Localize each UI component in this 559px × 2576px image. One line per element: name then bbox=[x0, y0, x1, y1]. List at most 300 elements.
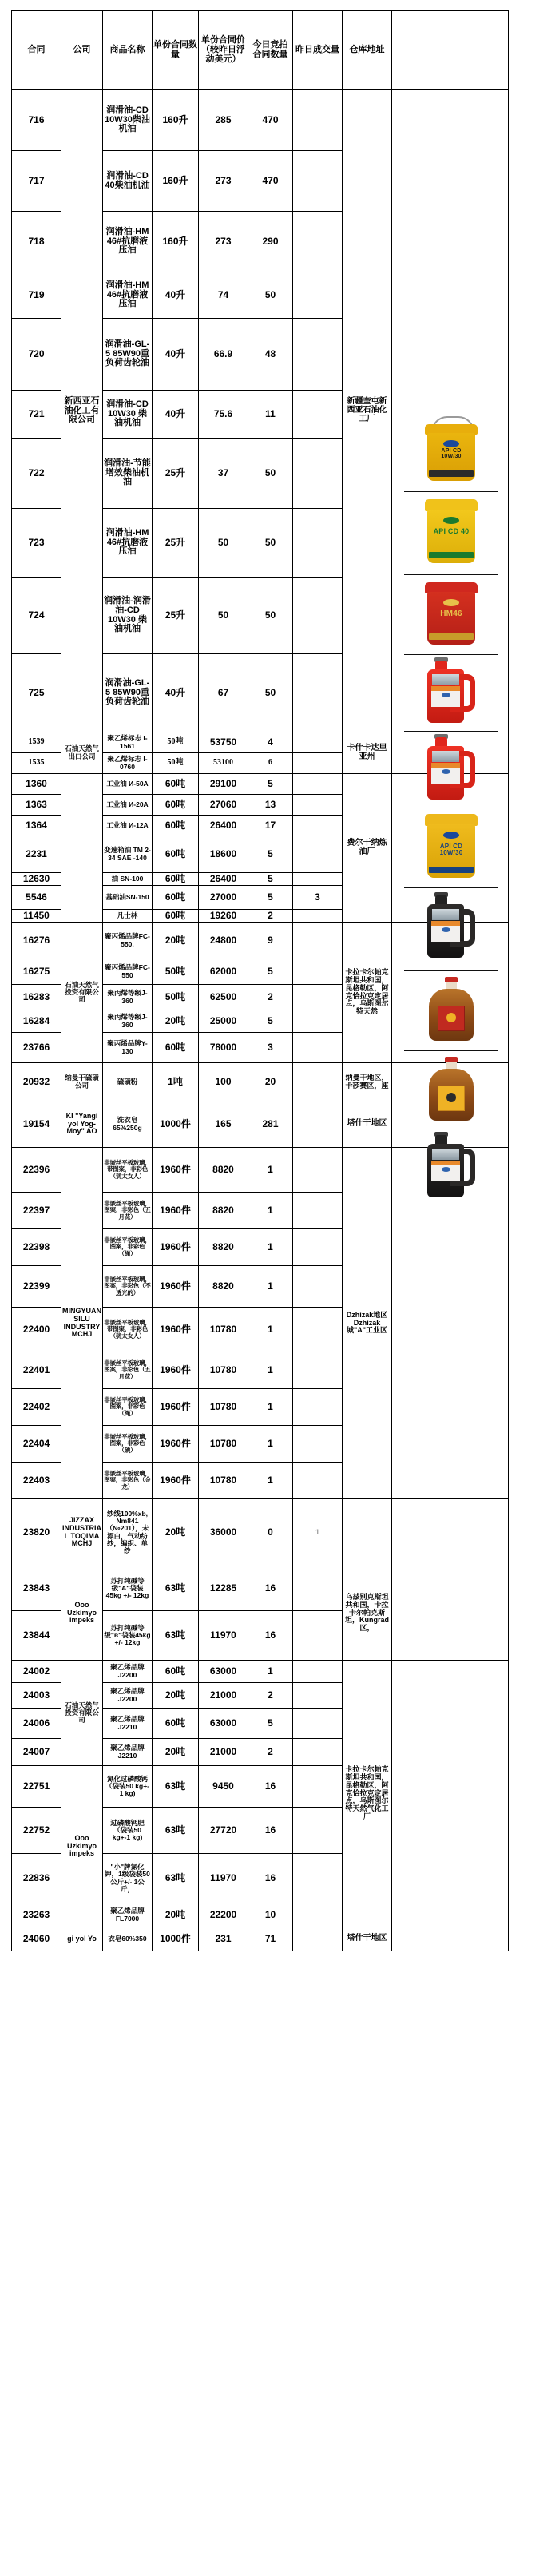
cell-today-qty: 1 bbox=[248, 1352, 293, 1389]
cell-quantity: 60吨 bbox=[153, 795, 199, 816]
cell-quantity: 20吨 bbox=[153, 923, 199, 959]
cell-company: 纳曼干硫磺公司 bbox=[61, 1063, 103, 1101]
cell-product: 润滑油-CD 10W30柴油机油 bbox=[103, 90, 153, 151]
cell-price: 75.6 bbox=[199, 391, 248, 439]
cell-quantity: 40升 bbox=[153, 319, 199, 391]
cell-price: 9450 bbox=[199, 1766, 248, 1808]
cell-yesterday bbox=[293, 391, 343, 439]
cell-today-qty: 71 bbox=[248, 1927, 293, 1951]
cell-quantity: 63吨 bbox=[153, 1766, 199, 1808]
cell-product: 工业油 И-50А bbox=[103, 774, 153, 795]
cell-contract: 720 bbox=[12, 319, 61, 391]
cell-product: 润滑油-CD 40柴油机油 bbox=[103, 151, 153, 212]
cell-contract: 20932 bbox=[12, 1063, 61, 1101]
cell-warehouse: 卡拉卡尔帕克斯坦共和国，昆格勒区，阿克恰拉克定居点，乌斯图尔特天然气化工厂 bbox=[343, 1661, 392, 1927]
table-row[interactable] bbox=[12, 1566, 509, 1611]
cell-contract: 1363 bbox=[12, 795, 61, 816]
cell-today-qty: 50 bbox=[248, 439, 293, 509]
cell-quantity: 1000件 bbox=[153, 1101, 199, 1148]
cell-price: 11970 bbox=[199, 1854, 248, 1903]
cell-product: 润滑油-CD 10W30 柴油机油 bbox=[103, 391, 153, 439]
cell-product: 聚丙烯品牌FC-550 bbox=[103, 959, 153, 985]
cell-today-qty: 50 bbox=[248, 654, 293, 732]
cell-quantity: 60吨 bbox=[153, 1033, 199, 1063]
cell-product: 非嵌丝平板玻璃，图案，非彩色（五月花） bbox=[103, 1352, 153, 1389]
cell-yesterday bbox=[293, 873, 343, 886]
cell-image-empty bbox=[392, 1927, 509, 1951]
cell-quantity: 1960件 bbox=[153, 1352, 199, 1389]
cell-today-qty: 2 bbox=[248, 1739, 293, 1766]
cell-yesterday bbox=[293, 212, 343, 272]
cell-quantity: 1000件 bbox=[153, 1927, 199, 1951]
cell-contract: 11450 bbox=[12, 910, 61, 923]
cell-today-qty: 11 bbox=[248, 391, 293, 439]
cell-yesterday bbox=[293, 1661, 343, 1683]
cell-product: 油 SN-100 bbox=[103, 873, 153, 886]
cell-contract: 716 bbox=[12, 90, 61, 151]
cell-contract: 1539 bbox=[12, 732, 61, 753]
cell-warehouse: 纳曼干地区，卡莎赛区，座 bbox=[343, 1063, 392, 1101]
cell-price: 74 bbox=[199, 272, 248, 319]
cell-today-qty: 5 bbox=[248, 1010, 293, 1033]
cell-quantity: 25升 bbox=[153, 509, 199, 578]
cell-price: 66.9 bbox=[199, 319, 248, 391]
cell-quantity: 1吨 bbox=[153, 1063, 199, 1101]
cell-today-qty: 290 bbox=[248, 212, 293, 272]
cell-today-qty: 2 bbox=[248, 1683, 293, 1709]
cell-contract: 12630 bbox=[12, 873, 61, 886]
cell-warehouse: 卡拉卡尔帕克斯坦共和国，昆格勒区，阿克恰拉克定居点，乌斯图尔特天然 bbox=[343, 923, 392, 1063]
cell-price: 21000 bbox=[199, 1683, 248, 1709]
cell-quantity: 1960件 bbox=[153, 1426, 199, 1463]
cell-contract: 22401 bbox=[12, 1352, 61, 1389]
cell-product: 聚乙烯品牌J2200 bbox=[103, 1683, 153, 1709]
jug-black-gear-oil-icon bbox=[427, 1135, 475, 1201]
cell-price: 37 bbox=[199, 439, 248, 509]
cell-price: 231 bbox=[199, 1927, 248, 1951]
cell-quantity: 160升 bbox=[153, 151, 199, 212]
cell-quantity: 50吨 bbox=[153, 753, 199, 774]
cell-product: 润滑油-GL-5 85W90重负荷齿轮油 bbox=[103, 654, 153, 732]
column-header-yesterday: 昨日成交量 bbox=[293, 11, 343, 90]
cell-price: 50 bbox=[199, 578, 248, 654]
cell-product: 基础油SN-150 bbox=[103, 886, 153, 910]
cell-today-qty: 48 bbox=[248, 319, 293, 391]
cell-contract: 24060 bbox=[12, 1927, 61, 1951]
table-row[interactable] bbox=[12, 1927, 509, 1951]
column-header-warehouse: 仓库地址 bbox=[343, 11, 392, 90]
table-row[interactable] bbox=[12, 1499, 509, 1566]
cell-yesterday bbox=[293, 654, 343, 732]
carboy-amber-hm46-icon bbox=[429, 977, 474, 1041]
cell-contract: 22400 bbox=[12, 1308, 61, 1352]
cell-today-qty: 470 bbox=[248, 90, 293, 151]
cell-product: 洗衣皂65%250g bbox=[103, 1101, 153, 1148]
cell-yesterday bbox=[293, 1308, 343, 1352]
cell-today-qty: 5 bbox=[248, 774, 293, 795]
cell-today-qty: 470 bbox=[248, 151, 293, 212]
cell-product: 非嵌丝平板玻璃，图案，非彩色（五月花） bbox=[103, 1193, 153, 1229]
cell-product: 凡士林 bbox=[103, 910, 153, 923]
cell-price: 8820 bbox=[199, 1148, 248, 1193]
table-row[interactable] bbox=[12, 1661, 509, 1683]
cell-quantity: 60吨 bbox=[153, 836, 199, 873]
cell-today-qty: 16 bbox=[248, 1808, 293, 1854]
spreadsheet-canvas bbox=[0, 10, 559, 2576]
cell-today-qty: 50 bbox=[248, 509, 293, 578]
cell-contract: 1360 bbox=[12, 774, 61, 795]
cell-contract: 24003 bbox=[12, 1683, 61, 1709]
cell-quantity: 60吨 bbox=[153, 910, 199, 923]
cell-price: 11970 bbox=[199, 1611, 248, 1661]
cell-yesterday bbox=[293, 985, 343, 1010]
cell-product: 润滑油-HM 46#抗磨液压油 bbox=[103, 509, 153, 578]
cell-image-empty bbox=[392, 1148, 509, 1499]
cell-today-qty: 2 bbox=[248, 985, 293, 1010]
cell-warehouse: 塔什干地区 bbox=[343, 1101, 392, 1148]
cell-product: 聚丙烯等级J-360 bbox=[103, 1010, 153, 1033]
cell-contract: 22404 bbox=[12, 1426, 61, 1463]
cell-today-qty: 1 bbox=[248, 1229, 293, 1266]
cell-yesterday bbox=[293, 1766, 343, 1808]
cell-warehouse: 卡什卡达里亚州 bbox=[343, 732, 392, 774]
cell-warehouse: 塔什干地区 bbox=[343, 1927, 392, 1951]
cell-contract: 724 bbox=[12, 578, 61, 654]
bucket-api-cd-40-icon: API CD 40 bbox=[425, 499, 478, 563]
cell-price: 67 bbox=[199, 654, 248, 732]
cell-today-qty: 5 bbox=[248, 836, 293, 873]
cell-price: 62000 bbox=[199, 959, 248, 985]
cell-price: 10780 bbox=[199, 1308, 248, 1352]
auction-contracts-table bbox=[11, 10, 509, 1951]
cell-yesterday: 1 bbox=[293, 1499, 343, 1566]
cell-price: 25000 bbox=[199, 1010, 248, 1033]
cell-yesterday bbox=[293, 90, 343, 151]
cell-today-qty: 16 bbox=[248, 1611, 293, 1661]
cell-contract: 23820 bbox=[12, 1499, 61, 1566]
cell-today-qty: 2 bbox=[248, 910, 293, 923]
cell-quantity: 60吨 bbox=[153, 816, 199, 836]
cell-product: "小"牌氯化钾，1级袋装50公斤+/- 1公斤， bbox=[103, 1854, 153, 1903]
cell-product: 润滑油-HM 46#抗磨液压油 bbox=[103, 272, 153, 319]
cell-today-qty: 4 bbox=[248, 732, 293, 753]
cell-today-qty: 1 bbox=[248, 1148, 293, 1193]
cell-today-qty: 16 bbox=[248, 1566, 293, 1611]
cell-yesterday bbox=[293, 439, 343, 509]
cell-price: 273 bbox=[199, 212, 248, 272]
cell-yesterday bbox=[293, 959, 343, 985]
cell-product: 聚乙烯品牌J2210 bbox=[103, 1739, 153, 1766]
cell-product: 聚丙烯等级J-360 bbox=[103, 985, 153, 1010]
column-header-today-qty: 今日竞拍合同数量 bbox=[248, 11, 293, 90]
cell-yesterday bbox=[293, 151, 343, 212]
cell-product: 非嵌丝平板玻璃，带图案，非彩色（犹太女人） bbox=[103, 1308, 153, 1352]
cell-today-qty: 6 bbox=[248, 753, 293, 774]
cell-yesterday bbox=[293, 1426, 343, 1463]
cell-today-qty: 1 bbox=[248, 1389, 293, 1426]
cell-yesterday bbox=[293, 1463, 343, 1499]
cell-product-images bbox=[392, 90, 509, 857]
cell-contract: 23766 bbox=[12, 1033, 61, 1063]
cell-price: 10780 bbox=[199, 1426, 248, 1463]
table-row[interactable] bbox=[12, 90, 509, 151]
cell-company: Ooo Uzkimyo impeks bbox=[61, 1766, 103, 1927]
cell-contract: 16275 bbox=[12, 959, 61, 985]
cell-yesterday bbox=[293, 1611, 343, 1661]
cell-product: 非嵌丝平板玻璃，图案，非彩色（绳） bbox=[103, 1389, 153, 1426]
cell-today-qty: 9 bbox=[248, 923, 293, 959]
cell-today-qty: 50 bbox=[248, 272, 293, 319]
cell-product: 润滑油-润滑油-CD 10W30 柴油机油 bbox=[103, 578, 153, 654]
cell-contract: 22396 bbox=[12, 1148, 61, 1193]
cell-company: MINGYUAN SILU INDUSTRY MCHJ bbox=[61, 1148, 103, 1499]
cell-today-qty: 5 bbox=[248, 873, 293, 886]
cell-contract: 718 bbox=[12, 212, 61, 272]
cell-price: 63000 bbox=[199, 1661, 248, 1683]
cell-quantity: 40升 bbox=[153, 654, 199, 732]
bucket-api-cd-10w30-b-icon: API CD 10W/30 bbox=[425, 814, 478, 878]
cell-price: 12285 bbox=[199, 1566, 248, 1611]
cell-company-empty bbox=[61, 774, 103, 923]
cell-yesterday bbox=[293, 1739, 343, 1766]
cell-quantity: 20吨 bbox=[153, 1739, 199, 1766]
cell-contract: 24007 bbox=[12, 1739, 61, 1766]
cell-today-qty: 16 bbox=[248, 1854, 293, 1903]
cell-product: 变速箱油 TM 2-34 SAE -140 bbox=[103, 836, 153, 873]
cell-contract: 16284 bbox=[12, 1010, 61, 1033]
cell-yesterday bbox=[293, 1063, 343, 1101]
cell-price: 10780 bbox=[199, 1463, 248, 1499]
cell-today-qty: 1 bbox=[248, 1308, 293, 1352]
cell-quantity: 63吨 bbox=[153, 1808, 199, 1854]
cell-price: 10780 bbox=[199, 1389, 248, 1426]
cell-product: 非嵌丝平板玻璃，图案，非彩色（碘） bbox=[103, 1426, 153, 1463]
cell-price: 36000 bbox=[199, 1499, 248, 1566]
bucket-api-cd-10w30-icon: API CD 10W/30 bbox=[425, 424, 478, 482]
cell-yesterday bbox=[293, 923, 343, 959]
cell-contract: 23844 bbox=[12, 1611, 61, 1661]
cell-quantity: 1960件 bbox=[153, 1266, 199, 1308]
cell-today-qty: 10 bbox=[248, 1903, 293, 1927]
cell-price: 26400 bbox=[199, 873, 248, 886]
column-header-product: 商品名称 bbox=[103, 11, 153, 90]
cell-price: 50 bbox=[199, 509, 248, 578]
column-header-quantity: 单份合同数量 bbox=[153, 11, 199, 90]
cell-company: 石油天然气投资有限公司 bbox=[61, 923, 103, 1063]
cell-product: 纱线100%xb, Nm841（№201），未漂白，气动纺纱，编织、单纱 bbox=[103, 1499, 153, 1566]
table-body bbox=[12, 90, 509, 1951]
cell-price: 21000 bbox=[199, 1739, 248, 1766]
cell-product: 苏打纯碱等级"в"袋装45kg +/- 12kg bbox=[103, 1611, 153, 1661]
cell-contract: 723 bbox=[12, 509, 61, 578]
cell-yesterday bbox=[293, 1148, 343, 1193]
cell-price: 8820 bbox=[199, 1229, 248, 1266]
cell-price: 18600 bbox=[199, 836, 248, 873]
cell-product: 非嵌丝平板玻璃，图案，非彩色（金龙） bbox=[103, 1463, 153, 1499]
cell-warehouse: 费尔干纳炼油厂 bbox=[343, 774, 392, 923]
cell-warehouse: 乌兹别克斯坦共和国，卡拉卡尔帕克斯坦，Kungrad区， bbox=[343, 1566, 392, 1661]
cell-contract: 22399 bbox=[12, 1266, 61, 1308]
cell-quantity: 20吨 bbox=[153, 1683, 199, 1709]
cell-price: 26400 bbox=[199, 816, 248, 836]
cell-product: 苏打纯碱等级"A"袋装45kg +/- 12kg bbox=[103, 1566, 153, 1611]
cell-today-qty: 13 bbox=[248, 795, 293, 816]
cell-price: 273 bbox=[199, 151, 248, 212]
cell-contract: 719 bbox=[12, 272, 61, 319]
cell-company: KI "Yangi yol Yog-Moy" AO bbox=[61, 1101, 103, 1148]
cell-yesterday bbox=[293, 1352, 343, 1389]
column-header-company: 公司 bbox=[61, 11, 103, 90]
cell-contract: 16276 bbox=[12, 923, 61, 959]
cell-product: 聚乙烯标志 I-0760 bbox=[103, 753, 153, 774]
cell-image-empty bbox=[392, 1661, 509, 1927]
cell-yesterday bbox=[293, 1266, 343, 1308]
cell-today-qty: 5 bbox=[248, 959, 293, 985]
cell-yesterday bbox=[293, 1927, 343, 1951]
cell-price: 165 bbox=[199, 1101, 248, 1148]
cell-quantity: 63吨 bbox=[153, 1566, 199, 1611]
cell-contract: 22402 bbox=[12, 1389, 61, 1426]
cell-product: 润滑油-节能增效柴油机油 bbox=[103, 439, 153, 509]
cell-product: 聚乙烯品牌FL7000 bbox=[103, 1903, 153, 1927]
cell-price: 8820 bbox=[199, 1193, 248, 1229]
cell-yesterday bbox=[293, 1389, 343, 1426]
cell-today-qty: 3 bbox=[248, 1033, 293, 1063]
cell-price: 62500 bbox=[199, 985, 248, 1010]
cell-today-qty: 5 bbox=[248, 1709, 293, 1739]
cell-quantity: 20吨 bbox=[153, 1010, 199, 1033]
cell-product: 润滑油-GL-5 85W90重负荷齿轮油 bbox=[103, 319, 153, 391]
cell-today-qty: 16 bbox=[248, 1766, 293, 1808]
cell-price: 53750 bbox=[199, 732, 248, 753]
cell-product: 聚丙烯品牌FC-550, bbox=[103, 923, 153, 959]
cell-yesterday bbox=[293, 272, 343, 319]
jug-red-gear-oil-icon bbox=[427, 661, 475, 723]
cell-quantity: 160升 bbox=[153, 212, 199, 272]
cell-yesterday bbox=[293, 816, 343, 836]
cell-yesterday bbox=[293, 1709, 343, 1739]
cell-product: 工业油 И-12А bbox=[103, 816, 153, 836]
bucket-hm46-icon: HM46 bbox=[425, 582, 478, 645]
cell-price: 22200 bbox=[199, 1903, 248, 1927]
cell-product: 衣皂60%350 bbox=[103, 1927, 153, 1951]
cell-contract: 24006 bbox=[12, 1709, 61, 1739]
cell-warehouse: 新疆奎屯新西亚石油化工厂 bbox=[343, 90, 392, 732]
table-header bbox=[12, 11, 509, 90]
cell-quantity: 1960件 bbox=[153, 1229, 199, 1266]
cell-warehouse: Dzhizak地区 Dzhizak城"A"工业区 bbox=[343, 1148, 392, 1499]
cell-product: 过磷酸钙肥（袋装50 kg+-1 kg) bbox=[103, 1808, 153, 1854]
cell-quantity: 60吨 bbox=[153, 886, 199, 910]
jug-black-diesel-oil-icon bbox=[427, 895, 475, 961]
cell-today-qty: 1 bbox=[248, 1193, 293, 1229]
cell-today-qty: 5 bbox=[248, 886, 293, 910]
cell-price: 10780 bbox=[199, 1352, 248, 1389]
cell-quantity: 25升 bbox=[153, 578, 199, 654]
cell-contract: 722 bbox=[12, 439, 61, 509]
cell-yesterday bbox=[293, 1193, 343, 1229]
column-header-image bbox=[392, 11, 509, 90]
cell-product: 聚乙烯品牌J2210 bbox=[103, 1709, 153, 1739]
cell-contract: 22751 bbox=[12, 1766, 61, 1808]
cell-yesterday bbox=[293, 1101, 343, 1148]
cell-contract: 22398 bbox=[12, 1229, 61, 1266]
cell-contract: 725 bbox=[12, 654, 61, 732]
cell-today-qty: 281 bbox=[248, 1101, 293, 1148]
cell-yesterday: 3 bbox=[293, 886, 343, 910]
cell-price: 27720 bbox=[199, 1808, 248, 1854]
cell-company: JIZZAX INDUSTRIAL TOQIMA MCHJ bbox=[61, 1499, 103, 1566]
cell-yesterday bbox=[293, 774, 343, 795]
cell-product: 非嵌丝平板玻璃，图案，非彩色（不透光的） bbox=[103, 1266, 153, 1308]
cell-today-qty: 50 bbox=[248, 578, 293, 654]
cell-price: 24800 bbox=[199, 923, 248, 959]
cell-quantity: 20吨 bbox=[153, 1903, 199, 1927]
cell-warehouse bbox=[343, 1499, 392, 1566]
cell-yesterday bbox=[293, 1566, 343, 1611]
cell-yesterday bbox=[293, 1033, 343, 1063]
cell-quantity: 50吨 bbox=[153, 959, 199, 985]
jug-red-gear-oil-2-icon bbox=[427, 737, 475, 800]
cell-today-qty: 17 bbox=[248, 816, 293, 836]
cell-product: 非嵌丝平板玻璃，图案，非彩色（绳） bbox=[103, 1229, 153, 1266]
cell-today-qty: 1 bbox=[248, 1661, 293, 1683]
cell-contract: 717 bbox=[12, 151, 61, 212]
cell-contract: 23263 bbox=[12, 1903, 61, 1927]
carboy-amber-cd-icon bbox=[429, 1057, 474, 1121]
cell-contract: 22397 bbox=[12, 1193, 61, 1229]
cell-yesterday bbox=[293, 1683, 343, 1709]
cell-quantity: 40升 bbox=[153, 391, 199, 439]
cell-yesterday bbox=[293, 836, 343, 873]
cell-company: gi yol Yo bbox=[61, 1927, 103, 1951]
cell-today-qty: 1 bbox=[248, 1266, 293, 1308]
cell-contract: 23843 bbox=[12, 1566, 61, 1611]
cell-yesterday bbox=[293, 1229, 343, 1266]
cell-product: 聚乙烯标志 I-1561 bbox=[103, 732, 153, 753]
cell-product: 聚丙烯品牌Y-130 bbox=[103, 1033, 153, 1063]
cell-contract: 5546 bbox=[12, 886, 61, 910]
cell-yesterday bbox=[293, 1854, 343, 1903]
cell-contract: 24002 bbox=[12, 1661, 61, 1683]
cell-company: 石油天然气投资有限公司 bbox=[61, 1661, 103, 1766]
cell-image-empty bbox=[392, 1566, 509, 1661]
cell-price: 27000 bbox=[199, 886, 248, 910]
cell-quantity: 1960件 bbox=[153, 1193, 199, 1229]
cell-yesterday bbox=[293, 1010, 343, 1033]
cell-price: 100 bbox=[199, 1063, 248, 1101]
cell-product: 非嵌丝平板玻璃，带图案，非彩色（犹太女人） bbox=[103, 1148, 153, 1193]
header-row bbox=[12, 11, 509, 90]
cell-yesterday bbox=[293, 1808, 343, 1854]
cell-product: 润滑油-HM 46#抗磨液压油 bbox=[103, 212, 153, 272]
cell-today-qty: 0 bbox=[248, 1499, 293, 1566]
cell-quantity: 1960件 bbox=[153, 1148, 199, 1193]
cell-company: 石油天然气出口公司 bbox=[61, 732, 103, 774]
cell-yesterday bbox=[293, 732, 343, 753]
cell-company: 新西亚石油化工有限公司 bbox=[61, 90, 103, 732]
cell-quantity: 60吨 bbox=[153, 1661, 199, 1683]
cell-price: 63000 bbox=[199, 1709, 248, 1739]
cell-contract: 22836 bbox=[12, 1854, 61, 1903]
cell-quantity: 160升 bbox=[153, 90, 199, 151]
column-header-contract: 合同 bbox=[12, 11, 61, 90]
cell-company: Ooo Uzkimyo impeks bbox=[61, 1566, 103, 1661]
cell-quantity: 63吨 bbox=[153, 1854, 199, 1903]
cell-price: 53100 bbox=[199, 753, 248, 774]
cell-contract: 22403 bbox=[12, 1463, 61, 1499]
cell-quantity: 25升 bbox=[153, 439, 199, 509]
